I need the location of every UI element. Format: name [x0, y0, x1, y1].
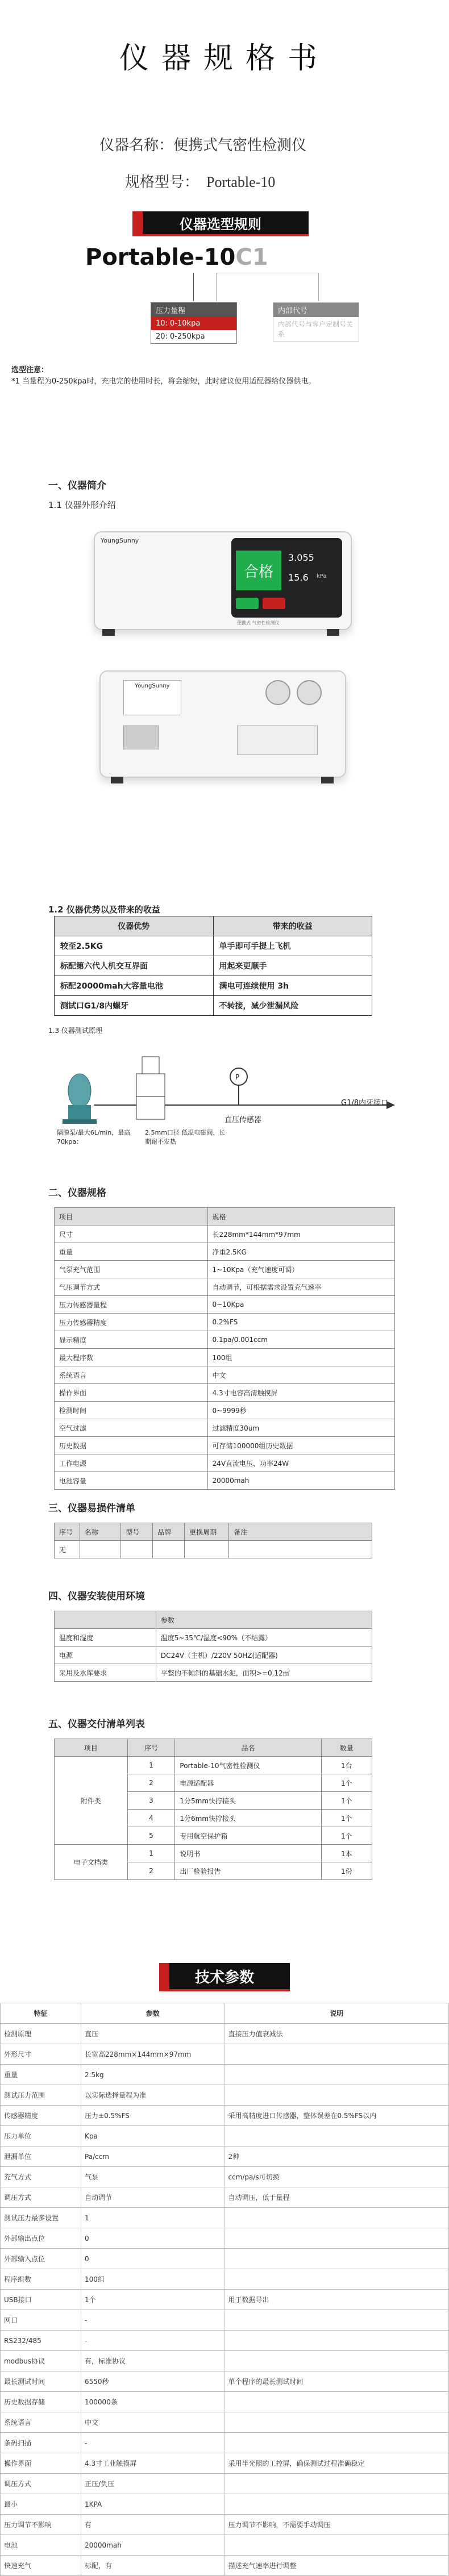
table-row: [1, 2535, 449, 2556]
tech-cell: 描述充气速率进行调整: [224, 2556, 449, 2576]
tech-header: 特征: [1, 2003, 81, 2024]
tech-cell: 中文: [81, 2412, 224, 2433]
table-row: [55, 1349, 395, 1366]
tech-cell: 程序组数: [1, 2269, 81, 2290]
wear-header: 名称: [80, 1523, 121, 1541]
tech-cell: 外部输入点位: [1, 2249, 81, 2269]
tech-cell: [224, 2208, 449, 2228]
table-row: [1, 2269, 449, 2290]
table-row: [1, 2453, 449, 2474]
tech-cell: 电池: [1, 2535, 81, 2556]
spec-cell: 最大程序数: [55, 1349, 208, 1366]
table-row: [55, 1366, 395, 1384]
wear-header: 品牌: [153, 1523, 185, 1541]
tech-cell: [224, 2228, 449, 2249]
table-row: [1, 2433, 449, 2453]
advantages-table: [54, 916, 372, 1016]
table-row: [55, 1647, 372, 1664]
spec-cell: 压力传感器量程: [55, 1296, 208, 1314]
wear-header: 更换周期: [185, 1523, 229, 1541]
selection-notes-title: 选型注意：: [11, 366, 49, 374]
interface-text: 内部代号与客户定制号关系: [278, 320, 354, 338]
tech-cell: 2.5kg: [81, 2065, 224, 2085]
tech-cell: 网口: [1, 2310, 81, 2331]
tech-header: 参数: [81, 2003, 224, 2024]
table-row: [1, 2208, 449, 2228]
tech-cell: [224, 2269, 449, 2290]
tech-cell: 测试压力最多设置: [1, 2208, 81, 2228]
table-row: [1, 2515, 449, 2535]
delivery-cell: 1个: [321, 1774, 372, 1792]
tech-cell: 测试压力范围: [1, 2085, 81, 2106]
spec-cell: 历史数据: [55, 1437, 208, 1454]
delivery-cell: 1个: [321, 1792, 372, 1810]
spec-cell: 气压调节方式: [55, 1278, 208, 1296]
wear-cell: [153, 1541, 185, 1558]
table-row: [55, 1296, 395, 1314]
tech-cell: 单个程序的最长测试时间: [224, 2371, 449, 2392]
spec-cell: 100组: [207, 1349, 394, 1366]
spec-cell: 系统语言: [55, 1366, 208, 1384]
table-row: [1, 2392, 449, 2412]
tech-cell: 2种: [224, 2146, 449, 2167]
delivery-cell: 2: [127, 1862, 175, 1880]
tech-banner: [159, 1963, 290, 1991]
tech-cell: 传感器精度: [1, 2106, 81, 2126]
table-row: [1, 2556, 449, 2576]
table-row: [55, 1845, 372, 1862]
tech-cell: 外部输出点位: [1, 2228, 81, 2249]
tech-cell: -: [81, 2310, 224, 2331]
tech-cell: 压力±0.5%FS: [81, 2106, 224, 2126]
tech-cell: [224, 2331, 449, 2351]
delivery-cell: 2: [127, 1774, 175, 1792]
table-row: [55, 1664, 372, 1682]
spec-header: 项目: [55, 1208, 208, 1226]
table-row: [55, 1757, 372, 1774]
env-cell: DC24V（主机）/220V 50HZ(适配器): [156, 1647, 372, 1664]
spec-cell: 0~9999秒: [207, 1402, 394, 1419]
instrument-name-row: [99, 134, 306, 155]
table-row: [1, 2371, 449, 2392]
range-option-20: 20: 0-250kpa: [156, 332, 205, 341]
back-port-right: [297, 680, 322, 705]
delivery-cell: 1: [127, 1757, 175, 1774]
tech-cell: Pa/ccm: [81, 2146, 224, 2167]
tech-cell: 压力调节不影响: [1, 2515, 81, 2535]
tech-table: [0, 2003, 449, 2576]
tech-cell: [224, 2392, 449, 2412]
tech-cell: 4.3寸工业触摸屏: [81, 2453, 224, 2474]
selection-notes-text: *1 当量程为0-250kpa时，充电完的使用时长，将会缩短，此时建议使用适配器给仪器供电。: [11, 377, 316, 386]
spec-cell: 4.3寸电容高清触摸屏: [207, 1384, 394, 1402]
model-row: [125, 170, 275, 191]
delivery-group: 电子文档类: [55, 1845, 128, 1880]
env-cell: 温度和湿度: [55, 1629, 156, 1647]
section-3-title: 三、仪器易损件清单: [48, 1503, 135, 1514]
section-2-title: 二、仪器规格: [48, 1187, 106, 1199]
adv-cell: 标配20000mah大容量电池: [55, 976, 214, 996]
adv-cell: 满电可连续使用 3h: [213, 976, 372, 996]
table-row: [1, 2146, 449, 2167]
env-header: [55, 1611, 156, 1629]
tech-cell: [224, 2126, 449, 2146]
table-row: [1, 2167, 449, 2187]
interface-header: 内部代号: [273, 303, 359, 317]
tech-cell: -: [81, 2433, 224, 2453]
spec-cell: 24V直流电压，功率24W: [207, 1454, 394, 1472]
adv-header-benefit: 带来的收益: [213, 916, 372, 936]
tech-cell: 长宽高228mm×144mm×97mm: [81, 2044, 224, 2065]
spec-cell: 操作界面: [55, 1384, 208, 1402]
adv-cell: 单手即可手提上飞机: [213, 936, 372, 956]
interface-option-box: [273, 302, 359, 341]
tech-cell: [224, 2351, 449, 2371]
delivery-cell: 1分6mm快拧接头: [175, 1810, 321, 1827]
device-foot-right: [327, 629, 339, 636]
wear-header: 备注: [229, 1523, 372, 1541]
doc-title: 仪器规格书: [119, 43, 330, 75]
device-foot-left: [102, 629, 115, 636]
tech-cell: 泄漏单位: [1, 2146, 81, 2167]
back-switch: [123, 726, 159, 749]
spec-cell: 重量: [55, 1243, 208, 1261]
table-row: [1, 2228, 449, 2249]
screen-pass-indicator: 合格: [236, 551, 281, 590]
tech-cell: 直压: [81, 2024, 224, 2044]
table-row: [55, 1384, 395, 1402]
tech-cell: 调压方式: [1, 2187, 81, 2208]
delivery-header: 数量: [321, 1739, 372, 1757]
table-row: [1, 2310, 449, 2331]
wear-cell: [121, 1541, 153, 1558]
adv-header-advantage: 仪器优势: [55, 916, 214, 936]
delivery-header: 序号: [127, 1739, 175, 1757]
wear-cell: [229, 1541, 372, 1558]
tech-cell: [224, 2535, 449, 2556]
adv-cell: 标配第六代人机交互界面: [55, 956, 214, 976]
selection-banner-text: 仪器选型规则: [180, 216, 261, 232]
table-row: [1, 2412, 449, 2433]
back-port-left: [265, 680, 290, 705]
selection-banner: [132, 211, 309, 236]
delivery-cell: 1本: [321, 1845, 372, 1862]
device-back-foot-left: [111, 777, 123, 783]
tech-cell: 20000mah: [81, 2535, 224, 2556]
tech-cell: 0: [81, 2249, 224, 2269]
tech-cell: modbus协议: [1, 2351, 81, 2371]
tech-cell: [224, 2249, 449, 2269]
tech-cell: [224, 2433, 449, 2453]
label-valve: 2.5mm口径 低温电磁阀，长期耐不发热: [145, 1129, 226, 1145]
table-row: [55, 1314, 395, 1331]
model-value: Portable-10: [206, 174, 276, 190]
tech-cell: 自动调压，低于量程: [224, 2187, 449, 2208]
spec-cell: 显示精度: [55, 1331, 208, 1349]
tech-cell: 检测原理: [1, 2024, 81, 2044]
section-1-1-title: 1.1 仪器外形介绍: [48, 500, 116, 510]
table-row: [1, 2351, 449, 2371]
tech-cell: 用于数据导出: [224, 2290, 449, 2310]
selection-model-main: Portable-10: [85, 244, 236, 270]
device-screen: [231, 538, 342, 618]
wear-cell: 无: [55, 1541, 80, 1558]
tech-cell: Kpa: [81, 2126, 224, 2146]
delivery-table: [54, 1739, 372, 1880]
tech-cell: 压力单位: [1, 2126, 81, 2146]
table-row: [1, 2024, 449, 2044]
env-cell: 温度5~35℃/湿度<90%（不结露）: [156, 1629, 372, 1647]
delivery-cell: 1个: [321, 1810, 372, 1827]
tech-cell: 气泵: [81, 2167, 224, 2187]
spec-cell: 0.1pa/0.001ccm: [207, 1331, 394, 1349]
screen-value-2: 15.6: [288, 572, 309, 583]
device-front-view: [94, 531, 352, 630]
table-row: [55, 1243, 395, 1261]
tech-cell: ccm/pa/s可切换: [224, 2167, 449, 2187]
tech-cell: RS232/485: [1, 2331, 81, 2351]
wear-header: 序号: [55, 1523, 80, 1541]
range-option-10: 10: 0-10kpa: [151, 317, 236, 330]
section-4-title: 四、仪器安装使用环境: [48, 1591, 145, 1602]
section-1-2-title: 1.2 仪器优势以及带来的收益: [48, 904, 160, 915]
spec-cell: 0.2%FS: [207, 1314, 394, 1331]
delivery-cell: 电源适配器: [175, 1774, 321, 1792]
tech-cell: 压力调节不影响，不需要手动调压: [224, 2515, 449, 2535]
spec-cell: 空气过滤: [55, 1419, 208, 1437]
spec-cell: 净重2.5KG: [207, 1243, 394, 1261]
table-row: [55, 1472, 395, 1490]
screen-value-1: 3.055: [288, 552, 314, 563]
spec-cell: 0~10Kpa: [207, 1296, 394, 1314]
tech-cell: [224, 2065, 449, 2085]
back-label-panel: [123, 680, 181, 715]
wear-header: 型号: [121, 1523, 153, 1541]
device-back-view: [99, 670, 346, 778]
environment-table: [54, 1611, 372, 1682]
spec-cell: 自动调节，可根据需求设置充气速率: [207, 1278, 394, 1296]
tech-cell: 有，标准协议: [81, 2351, 224, 2371]
tech-cell: [224, 2310, 449, 2331]
table-row: [55, 1437, 395, 1454]
device-footer-model: 便携式 气密性检测仪: [237, 620, 280, 626]
tech-header: 说明: [224, 2003, 449, 2024]
env-header: 参数: [156, 1611, 372, 1629]
selection-model-suffix: C1: [235, 244, 268, 270]
delivery-cell: 1: [127, 1845, 175, 1862]
model-connector-line-4: [318, 273, 319, 301]
delivery-cell: 4: [127, 1810, 175, 1827]
table-row: [55, 1226, 395, 1243]
section-5-title: 五、仪器交付清单列表: [48, 1719, 145, 1730]
tech-cell: 6550秒: [81, 2371, 224, 2392]
screen-unit: kPa: [317, 573, 327, 580]
spec-cell: 长228mm*144mm*97mm: [207, 1226, 394, 1243]
tech-cell: 1: [81, 2208, 224, 2228]
tech-cell: 1个: [81, 2290, 224, 2310]
range-option-box: [151, 302, 237, 344]
tech-cell: 调压方式: [1, 2474, 81, 2494]
spec-table: [54, 1207, 395, 1490]
table-row: [1, 2126, 449, 2146]
env-cell: 平整的不倾斜的基础水泥，面积>=0.12㎡: [156, 1664, 372, 1682]
tech-cell: 标配，有: [81, 2556, 224, 2576]
screen-stop-button: [263, 598, 285, 609]
tech-cell: 最长测试时间: [1, 2371, 81, 2392]
table-row: [55, 936, 372, 956]
tech-cell: 采用高精度进口传感器，整体误差在0.5%FS以内: [224, 2106, 449, 2126]
back-nameplate: [237, 726, 318, 755]
selection-model: [85, 244, 268, 270]
table-row: [55, 1278, 395, 1296]
table-row: [55, 1402, 395, 1419]
tech-cell: 0: [81, 2228, 224, 2249]
model-connector-line: [193, 273, 194, 301]
spec-cell: 工作电源: [55, 1454, 208, 1472]
model-label: 规格型号：: [125, 174, 199, 190]
env-cell: 电源: [55, 1647, 156, 1664]
label-pump: 隔膜泵/最大6L/min，最高70kpa：: [57, 1129, 131, 1145]
spec-cell: 可存储100000组历史数据: [207, 1437, 394, 1454]
wear-parts-table: [54, 1523, 372, 1558]
spec-cell: 20000mah: [207, 1472, 394, 1490]
tech-cell: 有: [81, 2515, 224, 2535]
table-row: [55, 956, 372, 976]
tech-cell: 充气方式: [1, 2167, 81, 2187]
adv-cell: 较至2.5KG: [55, 936, 214, 956]
tech-cell: [224, 2412, 449, 2433]
table-row: [1, 2187, 449, 2208]
table-row: [1, 2065, 449, 2085]
table-row: [1, 2085, 449, 2106]
tech-cell: 100000条: [81, 2392, 224, 2412]
adv-cell: 测试口G1/8内螺牙: [55, 996, 214, 1016]
tech-cell: 外形尺寸: [1, 2044, 81, 2065]
table-row: [1, 2044, 449, 2065]
table-row: [55, 1331, 395, 1349]
table-row: [55, 1541, 372, 1558]
device-brand: YoungSunny: [101, 537, 139, 544]
table-row: [1, 2331, 449, 2351]
table-row: [55, 996, 372, 1016]
label-port: G1/8内牙接口: [341, 1099, 388, 1107]
tech-cell: 最小: [1, 2494, 81, 2515]
delivery-cell: 1分5mm快拧接头: [175, 1792, 321, 1810]
svg-text:P: P: [235, 1073, 240, 1081]
table-row: [1, 2290, 449, 2310]
spec-cell: 1~10Kpa（充气速度可调）: [207, 1261, 394, 1278]
spec-cell: 电池容量: [55, 1472, 208, 1490]
tech-cell: 以实际选择量程为准: [81, 2085, 224, 2106]
instrument-name-value: 便携式气密性检测仪: [173, 137, 307, 153]
tech-cell: 100组: [81, 2269, 224, 2290]
spec-cell: 中文: [207, 1366, 394, 1384]
section-1-title: 一、仪器简介: [48, 480, 106, 491]
model-connector-line-2: [216, 273, 217, 301]
pressure-sensor-icon: [230, 1068, 247, 1105]
tech-cell: [224, 2494, 449, 2515]
delivery-cell: 说明书: [175, 1845, 321, 1862]
env-cell: 采用及水库要求: [55, 1664, 156, 1682]
delivery-group: 附件类: [55, 1757, 128, 1845]
table-row: [1, 2106, 449, 2126]
delivery-header: 项目: [55, 1739, 128, 1757]
delivery-cell: 3: [127, 1792, 175, 1810]
adv-cell: 不转接，减少泄漏风险: [213, 996, 372, 1016]
delivery-cell: 1台: [321, 1757, 372, 1774]
table-row: [55, 976, 372, 996]
table-row: [55, 1419, 395, 1437]
tech-cell: [224, 2044, 449, 2065]
delivery-cell: 1个: [321, 1827, 372, 1845]
tech-cell: [224, 2474, 449, 2494]
spec-cell: 压力传感器精度: [55, 1314, 208, 1331]
spec-cell: 气泵充气范围: [55, 1261, 208, 1278]
spec-header: 规格: [207, 1208, 394, 1226]
delivery-cell: Portable-10气密性检测仪: [175, 1757, 321, 1774]
tech-cell: 快速充气: [1, 2556, 81, 2576]
tech-cell: -: [81, 2331, 224, 2351]
tech-cell: 自动调节: [81, 2187, 224, 2208]
tech-banner-text: 技术参数: [194, 1969, 254, 1986]
tech-cell: 条码扫描: [1, 2433, 81, 2453]
spec-cell: 过滤精度30um: [207, 1419, 394, 1437]
tech-cell: [224, 2085, 449, 2106]
tech-cell: 直接压力值衰减法: [224, 2024, 449, 2044]
tech-cell: 正压/负压: [81, 2474, 224, 2494]
tech-cell: 重量: [1, 2065, 81, 2085]
tech-cell: 操作界面: [1, 2453, 81, 2474]
adv-cell: 用起来更顺手: [213, 956, 372, 976]
principle-diagram: [51, 1040, 404, 1142]
table-row: [1, 2474, 449, 2494]
table-row: [55, 1454, 395, 1472]
range-header: 压力量程: [151, 303, 236, 317]
spec-cell: 尺寸: [55, 1226, 208, 1243]
tech-cell: 1KPA: [81, 2494, 224, 2515]
table-row: [1, 2494, 449, 2515]
tech-cell: 采用半光照的工控屏，确保测试过程准确稳定: [224, 2453, 449, 2474]
delivery-cell: 专用航空保护箱: [175, 1827, 321, 1845]
tech-cell: USB接口: [1, 2290, 81, 2310]
table-row: [1, 2249, 449, 2269]
tech-cell: 历史数据存储: [1, 2392, 81, 2412]
device-back-foot-right: [321, 777, 334, 783]
spec-cell: 检测时间: [55, 1402, 208, 1419]
pump-icon: [63, 1074, 97, 1124]
screen-start-button: [236, 598, 259, 609]
delivery-header: 品名: [175, 1739, 321, 1757]
delivery-cell: 1份: [321, 1862, 372, 1880]
label-sensor: 直压传感器: [224, 1116, 262, 1124]
section-1-3-title: 1.3 仪器测试原理: [48, 1027, 102, 1035]
table-row: [55, 1629, 372, 1647]
wear-cell: [80, 1541, 121, 1558]
tech-cell: 系统语言: [1, 2412, 81, 2433]
delivery-cell: 5: [127, 1827, 175, 1845]
instrument-name-label: 仪器名称：: [99, 137, 174, 153]
delivery-cell: 出厂检验报告: [175, 1862, 321, 1880]
wear-cell: [185, 1541, 229, 1558]
back-label-brand: YoungSunny: [135, 683, 170, 689]
valve-icon: [136, 1057, 165, 1119]
table-row: [55, 1261, 395, 1278]
